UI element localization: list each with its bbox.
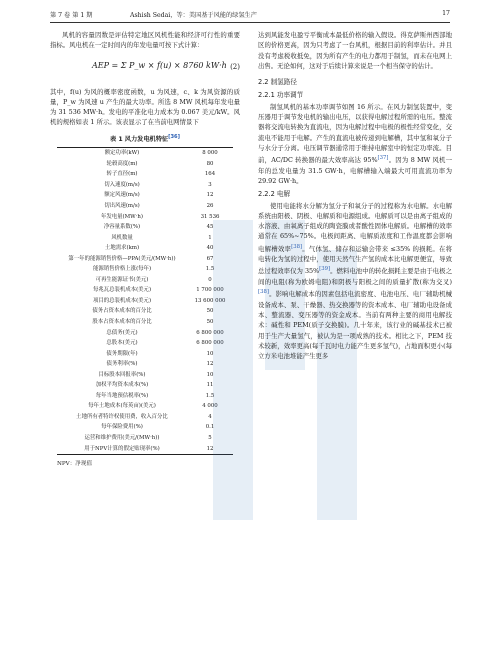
- table-row: [57, 412, 233, 423]
- running-title: Ashish Sedai，等：美国基于风能的绿氢生产: [130, 12, 257, 19]
- table-cell-label: 总债务(美元): [106, 329, 138, 336]
- turbine-spec-table: [57, 128, 233, 455]
- table-cell-label: 切入速度(m/s): [104, 181, 140, 188]
- table-row: [57, 401, 233, 412]
- table-row: [57, 264, 233, 275]
- table-cell-label: 土地所有者特许权使用费，收入百分比: [76, 413, 168, 420]
- equation-text: AEP = Σ P_w × f(u) × 8760 kW·h: [92, 60, 227, 70]
- table-cell-label: 额定风速(m/s): [104, 192, 140, 199]
- table-cell-label: 用于NPV计算的假定贴现率(%): [57, 443, 187, 454]
- paragraph: 风机的容量因数是评估特定地区风机性能和经济可行性的重要指标。风电机在一定时间内的年发电量可按下式计算：: [50, 31, 240, 50]
- table-row: [57, 169, 233, 180]
- table-cell-label: 转子直径(m): [106, 171, 138, 178]
- table-row: [57, 159, 233, 170]
- table-cell-value: 10: [206, 350, 214, 357]
- table-row: [57, 222, 233, 233]
- table-cell-value: 5: [208, 435, 212, 442]
- table-cell-value: 12: [206, 192, 214, 199]
- table-cell-value: 0.1: [205, 424, 215, 431]
- table-cell-value: 11: [206, 382, 214, 389]
- table-row: [57, 349, 233, 360]
- table-row: [57, 285, 233, 296]
- subsection-heading: 2.2.1 功率调节: [258, 91, 304, 100]
- table-row: [57, 370, 233, 381]
- table-row: [57, 254, 233, 265]
- table-cell-label: 切出风速(m/s): [104, 203, 140, 209]
- table-row: [57, 327, 233, 338]
- table-caption: 表 1 风力发电机特征[36]: [109, 133, 180, 143]
- table-cell-label: 每年土地成本(每英亩)(美元): [88, 403, 156, 410]
- table-cell-value: 67: [206, 255, 214, 262]
- table-cell-value: 4: [208, 413, 212, 420]
- table-cell-label: 股本占资本成本的百分比: [92, 319, 152, 326]
- table-cell-label: 债务占资本成本的百分比: [92, 308, 152, 315]
- table-cell-value: 1.5: [205, 266, 215, 273]
- table-cell-value: 1.5: [205, 392, 215, 399]
- table-row: [57, 233, 233, 244]
- table-cell-label: 轮毂高度(m): [106, 160, 138, 167]
- table-cell-value: 1: [208, 234, 212, 241]
- table-cell-value: 10: [206, 371, 214, 378]
- equation: [50, 51, 240, 87]
- table-row: [57, 391, 233, 402]
- table-cell-label: 运营和维护费用(美元/(MW·h)): [84, 435, 160, 442]
- table-row: [57, 148, 233, 159]
- table-cell-value: 1 700 000: [196, 287, 224, 294]
- table-row: [57, 201, 233, 212]
- table-row: [57, 359, 233, 370]
- table-cell-label: 项目的总装机成本(美元): [92, 297, 152, 304]
- table-cell-value: 4 000: [202, 403, 218, 410]
- table-row: [57, 338, 233, 349]
- paragraph: 制氢风机的基本功率调节如图 16 所示。在风力制氢装置中，变压器用于调节发电机的输出电压，以获得电解过程所需的电压。整流器将交流电转换为直流电，因为电解过程中电极的极性经常变化，交流电不能用于电解。产生的直流电被传递到电解槽，其中氢和氧分子与水分子分离。电压调节器通常用于维持电解室中的恒定功率流。目前，AC/DC 转换器的最大效率高达 95%[37]。因为 8 MW 风机一年的总发电量为 31.5 GW·h，电解槽输入端最大可用直流功率为 29.92 GW·h。: [258, 102, 452, 185]
- table-cell-label: 每年当地预估税率(%): [95, 392, 149, 399]
- table-row: [57, 180, 233, 191]
- table-row: [57, 275, 233, 286]
- table-row: [57, 211, 233, 222]
- table-note: NPV：净现值: [57, 461, 93, 467]
- table-cell-value: 6 800 000: [196, 340, 224, 347]
- table-cell-value: 3: [208, 181, 212, 188]
- right-column: [258, 30, 452, 361]
- table-cell-label: 债务期限(年): [106, 350, 138, 357]
- table-row: [57, 317, 233, 328]
- table-cell-value: 0: [208, 276, 212, 283]
- table-cell-value: 80: [206, 160, 214, 167]
- table-cell-label: 目标股本回报率(%): [98, 371, 146, 378]
- table-row: [57, 296, 233, 307]
- table-row: [57, 306, 233, 317]
- table-cell-value: 13 600 000: [194, 297, 226, 304]
- paragraph: 使用电能将水分解为氢分子和氧分子的过程称为水电解。水电解系统由阳极、阴极、电解质和电源组成。电解质可以是由离子组成的水溶液、由氧离子组成的陶瓷膜或者酸性固体电解质。电解槽的效率通常在 65%~75%。电极间距离、电解质浓度和工作温度都会影响电解槽效率[38]。气体氢、储存和运输会带来 ≤35% 的损耗。在将电转化为氢的过程中，使用天然气生产氢的成本比电解更便宜，导致总过程效率仅为 35%[39]。燃料电池中的转化损耗主要是由于电极之间的电阻(称为欧姆电阻)和阴极与阳极之间的质量扩散(称为交叉)[38]。影响电解成本的因素包括电流密度、电池电压、电厂辅助机械设备成本、泵、干燥器、热交换器等的资本成本、电厂辅助电设备成本、整流器、变压器等的资金成本。当前有两种主要的商用电解技术：碱性和 PEM(质子交换膜)。几十年来，该行业的碱基技术已被用于生产大量氢气，被认为是一项成熟的技术。相比之下，PEM 技术较新，效率更高(每千瓦时电力能产生更多氢气)，占地面积更小(每立方米电池堆能产生更多: [258, 201, 453, 361]
- table-cell-label: 能源销售价格上涨(每年): [92, 266, 152, 273]
- table-row: [57, 190, 233, 201]
- table-row: [57, 243, 233, 254]
- table-row: [57, 380, 233, 391]
- table-cell-label: 可再生能源证书(美元): [95, 276, 149, 283]
- table-cell-label: 总股本(美元): [106, 340, 138, 347]
- table-cell-label: 风机数量: [111, 234, 133, 241]
- table-cell-value: 31 536: [200, 213, 220, 220]
- table-cell-label: 第一年的能源销售价格—PPA(美元/(MW·h)): [68, 255, 176, 262]
- table-cell-value: 6 800 000: [196, 329, 224, 336]
- equation-number: (2): [230, 62, 240, 71]
- table-cell-label: 净容量系数(%): [103, 224, 141, 231]
- table-cell-value: 164: [204, 171, 216, 178]
- paragraph: 其中，f(u) 为风的概率密度函数，u 为风速，c、k 为风资源的质量，P_w 为风速 u 产生的最大功率。所选 8 MW 风机每年发电量为 31 536 MW·h。发电的平准化电力成本为 0.067 美元/kW。风机的规格如表 1 所示。该表显示了在当前电网情景下: [50, 87, 240, 127]
- table-cell-value: 12: [206, 361, 214, 368]
- table-row: [57, 422, 233, 433]
- section-heading: 2.2 制氢路径: [258, 78, 297, 87]
- table-cell-value: 40: [206, 245, 214, 252]
- left-column: [50, 30, 240, 469]
- table-cell-label: 每年保险费用(%): [101, 424, 143, 431]
- table-cell-value: 50: [206, 319, 214, 326]
- table-cell-label: 每兆瓦总装机成本(美元): [92, 287, 152, 294]
- table-cell-value: 12: [187, 443, 233, 454]
- table-cell-label: 债务利率(%): [106, 361, 138, 368]
- table-row: [57, 433, 233, 444]
- table-cell-label: 年发电量(MW·h): [100, 213, 143, 220]
- journal-issue: 第 7 卷 第 1 期: [50, 12, 93, 19]
- page-header: [50, 8, 450, 23]
- table-row: [57, 443, 233, 454]
- page-number: 17: [442, 10, 450, 17]
- table-cell-label: 额定功率(kW): [57, 148, 187, 159]
- table-cell-value: 45: [206, 224, 214, 231]
- table-cell-label: 土地需求(km): [104, 245, 140, 252]
- table-cell-value: 8 000: [187, 148, 233, 159]
- subsection-heading: 2.2.2 电解: [258, 190, 291, 199]
- table-cell-value: 26: [206, 203, 214, 209]
- table-cell-label: 加权平均资本成本(%): [95, 382, 149, 389]
- table-cell-value: 50: [206, 308, 214, 315]
- paragraph: 达到风能发电盈亏平衡成本最低价格的输入假设。得克萨斯州西部地区的价格更高，因为只考虑了一台风机，根据目前的利率估计。并且没有考虑税收抵免，因为所有产生的电力都用于制氢，而未在电网上出售。无论如何，这对于后续计算来说是一个相当保守的估计。: [258, 31, 452, 70]
